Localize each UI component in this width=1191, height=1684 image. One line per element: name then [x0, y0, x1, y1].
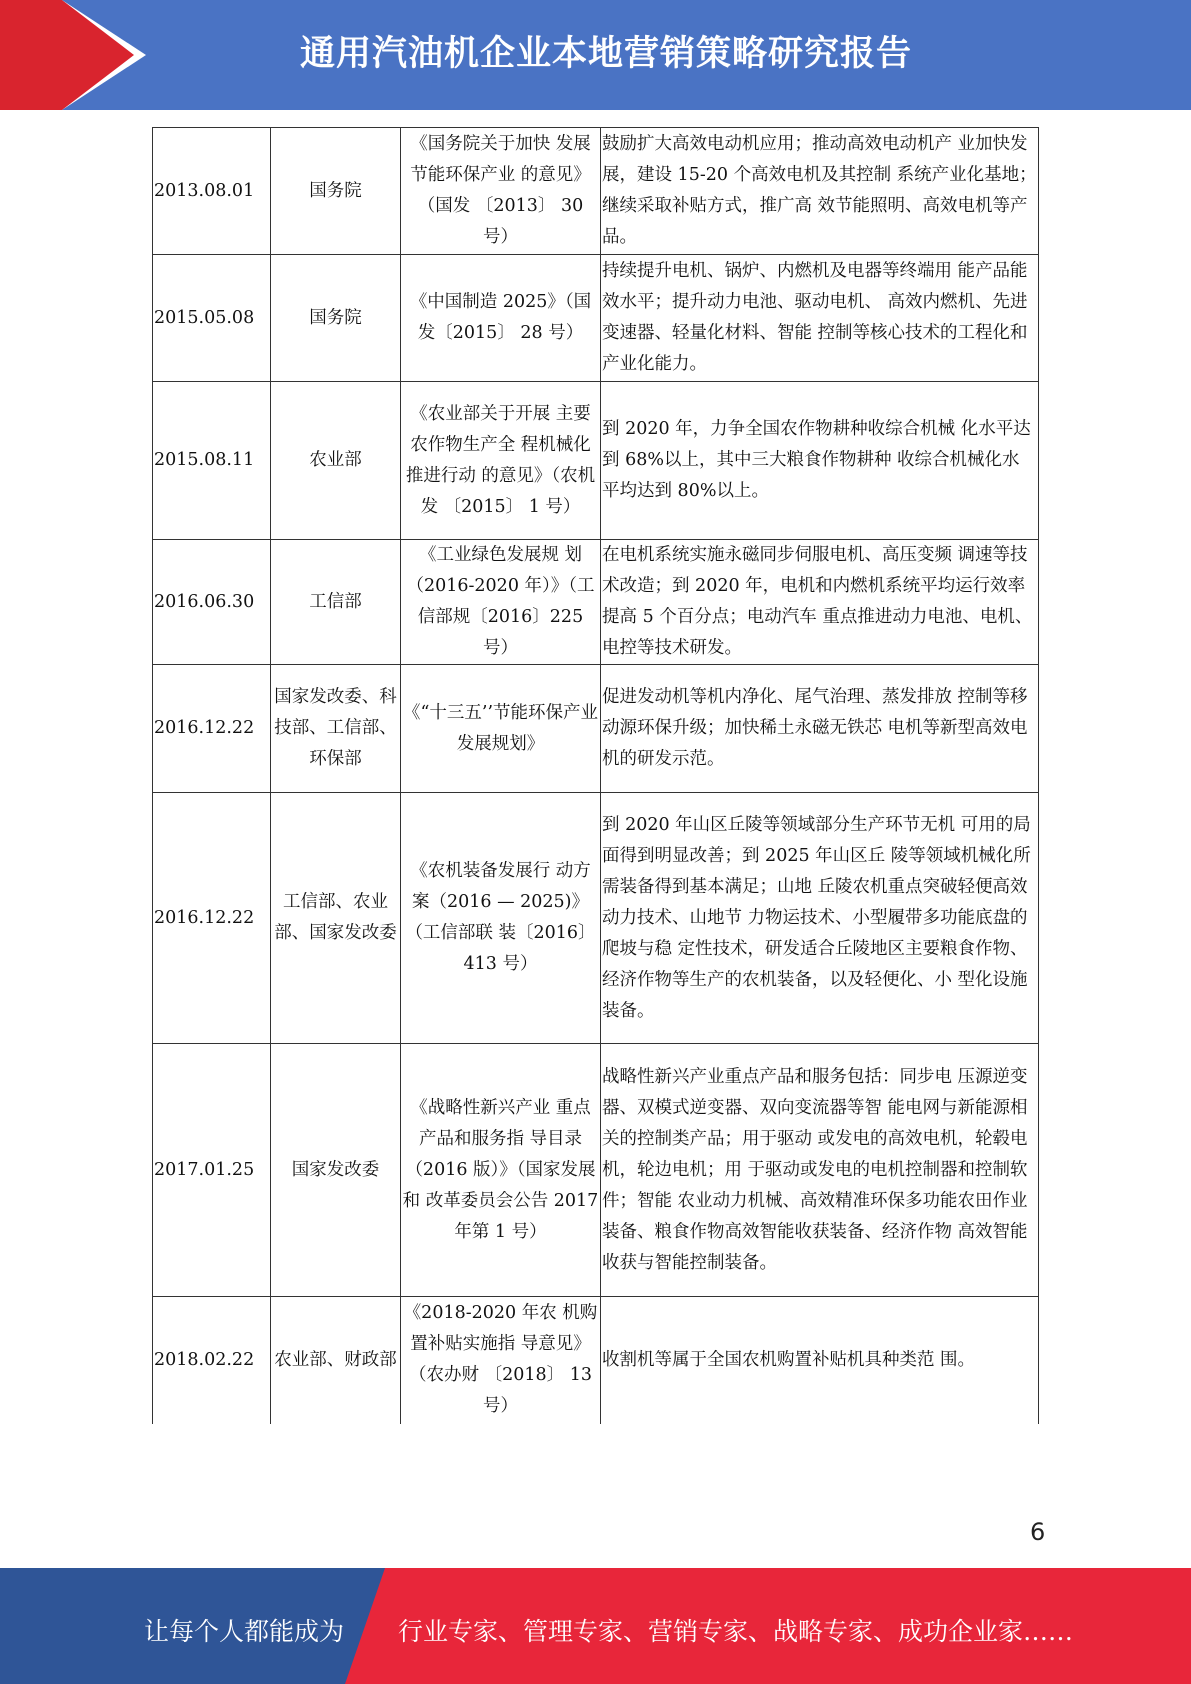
date-cell: 2015.05.08	[153, 255, 271, 382]
content-cell: 战略性新兴产业重点产品和服务包括：同步电 压源逆变器、双模式逆变器、双向变流器等智 能电网与新能源相关的控制类产品；用于驱动 或发电的高效电机，轮毂电机，轮边电机；用 于驱动或发电的电机控制器和控制软件；智能 农业动力机械、高效精准环保多功能农田作业 装备、粮食作物高效智能收获装备、经济作物 高效智能收获与智能控制装备。	[601, 1044, 1039, 1297]
document-cell: 《“十三五’’节能环保产业发展规划》	[401, 665, 601, 793]
content-cell: 促进发动机等机内净化、尾气治理、蒸发排放 控制等移动源环保升级；加快稀土永磁无铁芯 电机等新型高效电机的研发示范。	[601, 665, 1039, 793]
content-cell: 到 2020 年山区丘陵等领域部分生产环节无机 可用的局面得到明显改善；到 2025 年山区丘 陵等领域机械化所需装备得到基本满足；山地 丘陵农机重点突破轻便高效动力技术、山地节 力物运技术、小型履带多功能底盘的爬坡与稳 定性技术，研发适合丘陵地区主要粮食作物、 经济作物等生产的农机装备，以及轻便化、小 型化设施装备。	[601, 793, 1039, 1044]
date-cell: 2018.02.22	[153, 1297, 271, 1424]
policy-table	[152, 127, 1039, 1424]
content-cell: 到 2020 年，力争全国农作物耕种收综合机械 化水平达到 68%以上，其中三大粮食作物耕种 收综合机械化水平均达到 80%以上。	[601, 382, 1039, 540]
table-row	[153, 128, 1039, 255]
department-cell: 国家发改委、科技部、工信部、环保部	[271, 665, 401, 793]
department-cell: 农业部、财政部	[271, 1297, 401, 1424]
content-cell: 持续提升电机、锅炉、内燃机及电器等终端用 能产品能效水平；提升动力电池、驱动电机、 高效内燃机、先进变速器、轻量化材料、智能 控制等核心技术的工程化和产业化能力。	[601, 255, 1039, 382]
date-cell: 2015.08.11	[153, 382, 271, 540]
table-row	[153, 1297, 1039, 1424]
date-cell: 2013.08.01	[153, 128, 271, 255]
date-cell: 2016.12.22	[153, 665, 271, 793]
document-cell: 《农机装备发展行 动方案（2016 — 2025)》（工信部联 装〔2016〕413 号）	[401, 793, 601, 1044]
document-cell: 《2018-2020 年农 机购置补贴实施指 导意见》（农办财 〔2018〕 13 号）	[401, 1297, 601, 1424]
table-row	[153, 1044, 1039, 1297]
table-row	[153, 255, 1039, 382]
table-row	[153, 382, 1039, 540]
date-cell: 2017.01.25	[153, 1044, 271, 1297]
report-header	[0, 0, 1191, 110]
date-cell: 2016.06.30	[153, 540, 271, 665]
document-cell: 《战略性新兴产业 重点产品和服务指 导目录（2016 版）》（国家发展和 改革委员会公告 2017 年第 1 号）	[401, 1044, 601, 1297]
department-cell: 工信部、农业部、国家发改委	[271, 793, 401, 1044]
content-cell: 在电机系统实施永磁同步伺服电机、高压变频 调速等技术改造；到 2020 年，电机和内燃机系统平均运行效率提高 5 个百分点；电动汽车 重点推进动力电池、电机、电控等技术研发。	[601, 540, 1039, 665]
document-cell: 《农业部关于开展 主要农作物生产全 程机械化推进行动 的意见》（农机发 〔2015〕 1 号）	[401, 382, 601, 540]
content-cell: 鼓励扩大高效电动机应用；推动高效电动机产 业加快发展，建设 15-20 个高效电机及其控制 系统产业化基地；继续采取补贴方式，推广高 效节能照明、高效电机等产品。	[601, 128, 1039, 255]
department-cell: 国家发改委	[271, 1044, 401, 1297]
table-row	[153, 665, 1039, 793]
department-cell: 国务院	[271, 255, 401, 382]
footer-slogan-right: 行业专家、管理专家、营销专家、战略专家、成功企业家……	[398, 1617, 1074, 1646]
date-cell: 2016.12.22	[153, 793, 271, 1044]
footer-slogan-left: 让每个人都能成为	[144, 1617, 345, 1646]
department-cell: 工信部	[271, 540, 401, 665]
table-row	[153, 540, 1039, 665]
header-red-chevron	[0, 0, 150, 110]
document-cell: 《工业绿色发展规 划（2016-2020 年）》（工信部规〔2016〕225 号）	[401, 540, 601, 665]
document-cell: 《中国制造 2025》（国发〔2015〕 28 号）	[401, 255, 601, 382]
department-cell: 国务院	[271, 128, 401, 255]
department-cell: 农业部	[271, 382, 401, 540]
content-cell: 收割机等属于全国农机购置补贴机具种类范 围。	[601, 1297, 1039, 1424]
document-cell: 《国务院关于加快 发展节能环保产业 的意见》（国发 〔2013〕 30 号）	[401, 128, 601, 255]
report-title: 通用汽油机企业本地营销策略研究报告	[300, 34, 913, 74]
table-row	[153, 793, 1039, 1044]
page-number: 6	[1030, 1518, 1046, 1546]
